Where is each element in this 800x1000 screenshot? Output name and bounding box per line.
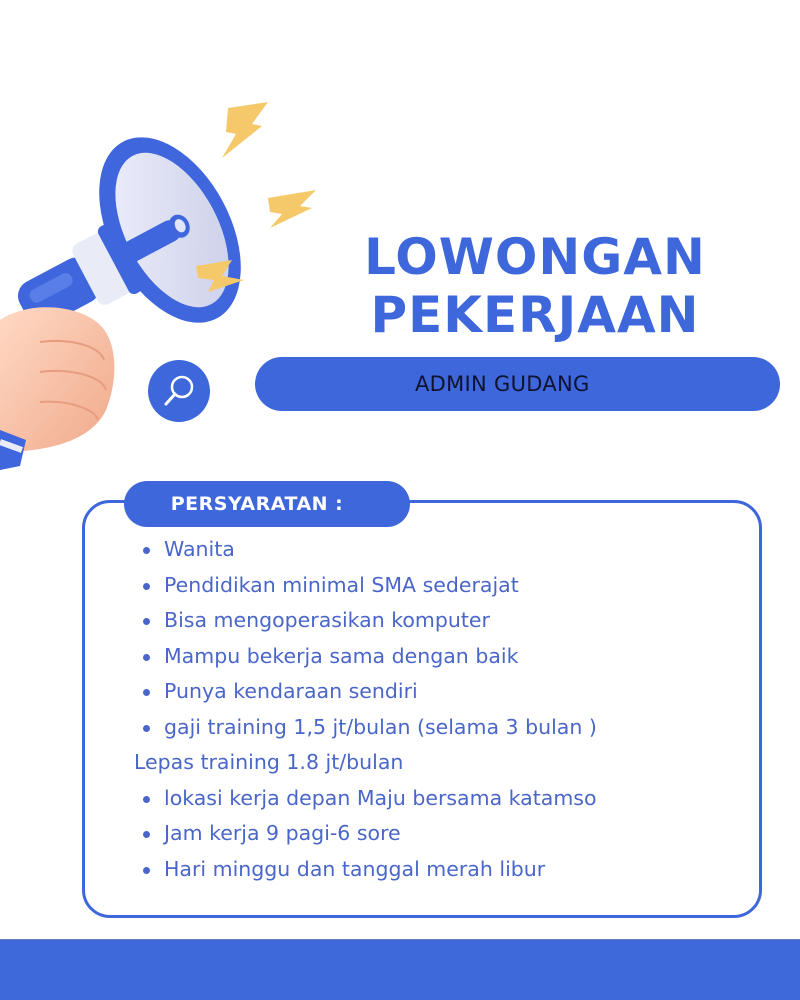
- list-item: Jam kerja 9 pagi-6 sore: [134, 816, 754, 852]
- list-item: Bisa mengoperasikan komputer: [134, 603, 754, 639]
- list-item: Punya kendaraan sendiri: [134, 674, 754, 710]
- position-title: ADMIN GUDANG: [415, 372, 590, 396]
- title-line-1: LOWONGAN: [364, 228, 706, 286]
- list-item-continuation: Lepas training 1.8 jt/bulan: [134, 750, 404, 774]
- title-line-2: PEKERJAAN: [370, 286, 700, 344]
- position-banner: [255, 357, 780, 411]
- search-badge: [148, 360, 210, 422]
- page-title: [350, 228, 720, 344]
- magnifier-icon: [159, 371, 199, 411]
- list-item: lokasi kerja depan Maju bersama katamso: [134, 781, 754, 817]
- list-item: Wanita: [134, 532, 754, 568]
- list-item: gaji training 1,5 jt/bulan (selama 3 bulan ): [134, 710, 754, 746]
- requirements-list: [134, 532, 754, 887]
- list-item: Hari minggu dan tanggal merah libur: [134, 852, 754, 888]
- list-item: Mampu bekerja sama dengan baik: [134, 639, 754, 675]
- list-item: Pendidikan minimal SMA sederajat: [134, 568, 754, 604]
- requirements-heading: PERSYARATAN :: [170, 493, 344, 515]
- footer-bar: [0, 939, 800, 1000]
- requirements-heading-tab: [124, 481, 410, 527]
